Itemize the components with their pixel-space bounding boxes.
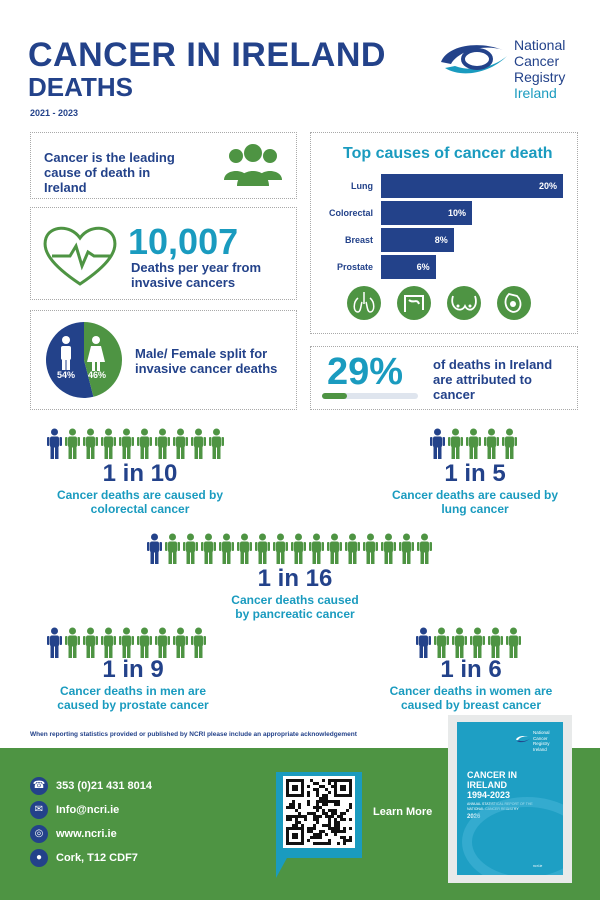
report-cover-swoosh: [457, 782, 563, 875]
bar-label-breast: Breast: [344, 235, 373, 245]
bar-label-lung: Lung: [351, 181, 373, 191]
stat-pancreatic: [180, 565, 410, 621]
male-percent: 54%: [57, 370, 76, 380]
bar-label-prostate: Prostate: [336, 262, 373, 272]
acknowledgement-note: When reporting statistics provided or published by NCRI please include an appropriate acknowledgement: [30, 731, 357, 738]
globe-icon: ◎: [30, 825, 48, 843]
bar-colorectal: 10%: [381, 201, 472, 225]
colon-icon: [397, 286, 431, 320]
learn-more-label[interactable]: Learn More: [373, 806, 433, 818]
stat-desc-line: caused by prostate cancer: [57, 698, 209, 712]
deaths-label: Deaths per year from invasive cancers: [131, 260, 262, 290]
attributed-progress-track: [322, 393, 418, 399]
breast-icon: [447, 286, 481, 320]
years-label: 2021 - 2023: [30, 108, 79, 118]
stat-desc-line: caused by breast cancer: [400, 698, 542, 712]
stat-desc-line: Cancer deaths are caused by: [391, 488, 559, 502]
stat-prostate: [18, 656, 248, 712]
stat-ratio: 1 in 6: [440, 656, 502, 683]
stat-breast: [356, 656, 586, 712]
people-group-icon: [222, 142, 284, 188]
stat-colorectal: [25, 460, 255, 516]
stat-desc-line: colorectal cancer: [90, 502, 190, 516]
qr-code-icon: [283, 776, 355, 848]
ncri-logo-icon: [437, 38, 511, 80]
email-icon: ✉: [30, 801, 48, 819]
stat-ratio: 1 in 16: [257, 565, 333, 592]
stat-lung: [360, 460, 590, 516]
location-pin-icon: ●: [30, 849, 48, 867]
contact-email[interactable]: ✉ Info@ncri.ie: [30, 801, 119, 819]
contact-phone[interactable]: ☎ 353 (0)21 431 8014: [30, 777, 152, 795]
stat-desc-line: lung cancer: [441, 502, 509, 516]
split-label: Male/ Female split for invasive cancer deaths: [135, 346, 278, 376]
person-icon: [145, 552, 163, 569]
qr-frame-tail: [276, 856, 288, 878]
chart-title: Top causes of cancer death: [343, 145, 553, 162]
person-icon: [163, 552, 181, 569]
report-logo-icon: [515, 734, 531, 744]
female-percent: 46%: [88, 370, 107, 380]
report-site: ncri.ie: [533, 864, 543, 868]
phone-icon: ☎: [30, 777, 48, 795]
qr-code[interactable]: [283, 776, 355, 848]
report-title: CANCER IN IRELAND 1994-2023: [467, 770, 518, 800]
bar-lung: 20%: [381, 174, 563, 198]
report-cover[interactable]: [457, 722, 563, 875]
prostate-icon: [497, 286, 531, 320]
attributed-label: of deaths in Ireland are attributed to cancer: [433, 357, 553, 402]
person-icon: [415, 552, 433, 569]
leading-cause-text: Cancer is the leading cause of death in Ireland: [44, 150, 175, 195]
report-year: 2026: [467, 814, 481, 820]
attributed-percent: 29%: [327, 351, 404, 393]
stat-ratio: 1 in 9: [102, 656, 164, 683]
bar-prostate: 6%: [381, 255, 436, 279]
report-subtitle: ANNUAL STATISTICAL REPORT OF THE NATIONAL CANCER REGISTRY: [467, 802, 533, 811]
stat-desc-line: Cancer deaths in women are: [389, 684, 553, 698]
stat-ratio: 1 in 10: [102, 460, 178, 487]
stat-desc-line: Cancer deaths caused: [231, 593, 359, 607]
bar-breast: 8%: [381, 228, 454, 252]
stat-ratio: 1 in 5: [444, 460, 506, 487]
contact-address: ● Cork, T12 CDF7: [30, 849, 138, 867]
stat-desc-line: by pancreatic cancer: [235, 607, 355, 621]
ncri-logo-text: National Cancer Registry Ireland: [514, 37, 566, 101]
page-subtitle: DEATHS: [28, 72, 133, 102]
page-title: CANCER IN IRELAND: [28, 36, 386, 74]
stat-desc-line: Cancer deaths are caused by: [56, 488, 224, 502]
deaths-number: 10,007: [128, 221, 239, 262]
heartbeat-icon: [40, 222, 120, 288]
contact-web[interactable]: ◎ www.ncri.ie: [30, 825, 117, 843]
bar-label-colorectal: Colorectal: [328, 208, 373, 218]
stat-desc-line: Cancer deaths in men are: [59, 684, 207, 698]
male-female-pie: [44, 320, 124, 400]
attributed-progress-fill: [322, 393, 347, 399]
organ-icons: [345, 284, 535, 322]
report-logo-text: National Cancer Registry Ireland: [533, 730, 550, 752]
lungs-icon: [347, 286, 381, 320]
